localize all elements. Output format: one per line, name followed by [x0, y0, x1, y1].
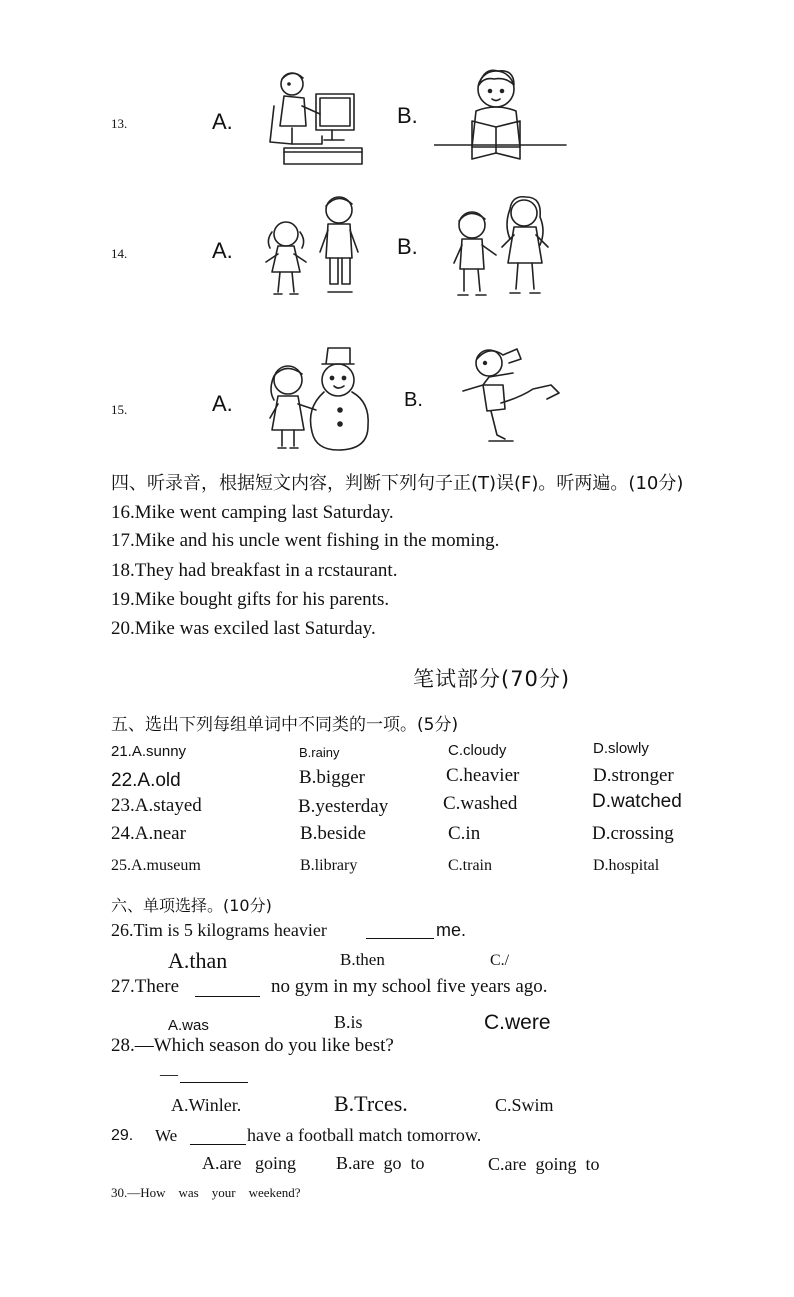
boy-at-computer-illustration	[262, 66, 368, 168]
q28-option-c: C.Swim	[495, 1095, 554, 1115]
q21-option-a: 21.A.sunny	[111, 743, 187, 760]
q25-option-b: B.library	[300, 857, 358, 874]
q21-option-d: D.slowly	[593, 740, 649, 757]
q24-option-b: B.beside	[300, 823, 366, 844]
section-4-item-16: 16.Mike went camping last Saturday.	[111, 502, 394, 523]
section-4-heading: 四、听录音，根据短文内容，判断下列句子正(T)误(F)。听两遍。(10分)	[111, 473, 684, 494]
q21-option-b: B.rainy	[299, 745, 340, 760]
q27-option-c: C.were	[484, 1011, 551, 1034]
q14-option-b-label: B.	[397, 234, 418, 259]
q29-option-c: C.are going to	[488, 1154, 600, 1174]
q14-option-a-label: A.	[212, 238, 233, 263]
q27-option-b: B.is	[334, 1012, 363, 1032]
written-part-heading: 笔试部分(70分)	[413, 667, 571, 691]
q29-option-b: B.are go to	[336, 1153, 425, 1173]
q28-answer-dash: —	[160, 1064, 178, 1084]
q25-option-a: 25.A.museum	[111, 857, 201, 874]
q26-option-b: B.then	[340, 950, 385, 969]
section-4-item-18: 18.They had breakfast in a rcstaurant.	[111, 560, 398, 581]
q22-option-b: B.bigger	[299, 767, 365, 788]
section-4-item-17: 17.Mike and his uncle went fishing in the moming.	[111, 530, 500, 551]
q29-blank[interactable]	[190, 1144, 246, 1145]
q13-number: 13.	[111, 116, 128, 131]
q23-option-c: C.washed	[443, 793, 518, 814]
q14-number: 14.	[111, 246, 128, 261]
girl-and-boy-illustration	[260, 192, 366, 300]
section-4-item-19: 19.Mike bought gifts for his parents.	[111, 589, 390, 610]
q26-stem-end: me.	[436, 920, 467, 940]
q26-option-c: C./	[490, 952, 510, 969]
girl-skating-illustration	[461, 345, 565, 451]
q22-option-a: 22.A.old	[111, 770, 181, 791]
q25-option-d: D.hospital	[593, 857, 660, 874]
q23-option-b: B.yesterday	[298, 796, 389, 817]
section-6-heading: 六、单项选择。(10分)	[111, 896, 272, 915]
q15-number: 15.	[111, 402, 128, 417]
q29-number: 29.	[111, 1127, 134, 1144]
q22-option-d: D.stronger	[593, 765, 674, 786]
q29-option-a: A.are going	[202, 1153, 296, 1173]
q24-option-d: D.crossing	[592, 823, 674, 844]
q25-option-c: C.train	[448, 857, 492, 874]
section-4-item-20: 20.Mike was exciled last Saturday.	[111, 618, 376, 639]
boy-and-girl-illustration	[450, 191, 558, 299]
q28-option-b: B.Trces.	[334, 1091, 408, 1116]
q23-option-d: D.watched	[592, 791, 682, 812]
q15-option-b-label: B.	[404, 389, 423, 411]
q28-stem: 28.—Which season do you like best?	[111, 1035, 394, 1056]
q27-option-a: A.was	[168, 1017, 209, 1034]
boy-reading-book-illustration	[434, 67, 570, 163]
q26-blank[interactable]	[366, 938, 434, 939]
q23-option-a: 23.A.stayed	[111, 795, 202, 816]
q22-option-c: C.heavier	[446, 765, 520, 786]
q13-option-a-label: A.	[212, 109, 233, 134]
q13-option-b-label: B.	[397, 103, 418, 128]
q27-stem-end: no gym in my school five years ago.	[271, 976, 548, 997]
q21-option-c: C.cloudy	[448, 742, 507, 759]
q24-option-a: 24.A.near	[111, 823, 186, 844]
q28-option-a: A.Winler.	[171, 1095, 242, 1115]
q15-option-a-label: A.	[212, 391, 233, 416]
q29-stem-end: have a football match tomorrow.	[247, 1125, 482, 1145]
q26-option-a: A.than	[168, 948, 228, 973]
q24-option-c: C.in	[448, 823, 481, 844]
section-5-heading: 五、选出下列每组单词中不同类的一项。(5分)	[111, 715, 459, 735]
q27-stem-start: 27.There	[111, 976, 180, 997]
q30-stem: 30.—How was your weekend?	[111, 1185, 301, 1200]
q29-subject: We	[155, 1126, 178, 1145]
q27-blank[interactable]	[195, 996, 260, 997]
girl-building-snowman-illustration	[264, 346, 376, 454]
q28-blank[interactable]	[180, 1082, 248, 1083]
q26-stem: 26.Tim is 5 kilograms heavier	[111, 920, 327, 940]
